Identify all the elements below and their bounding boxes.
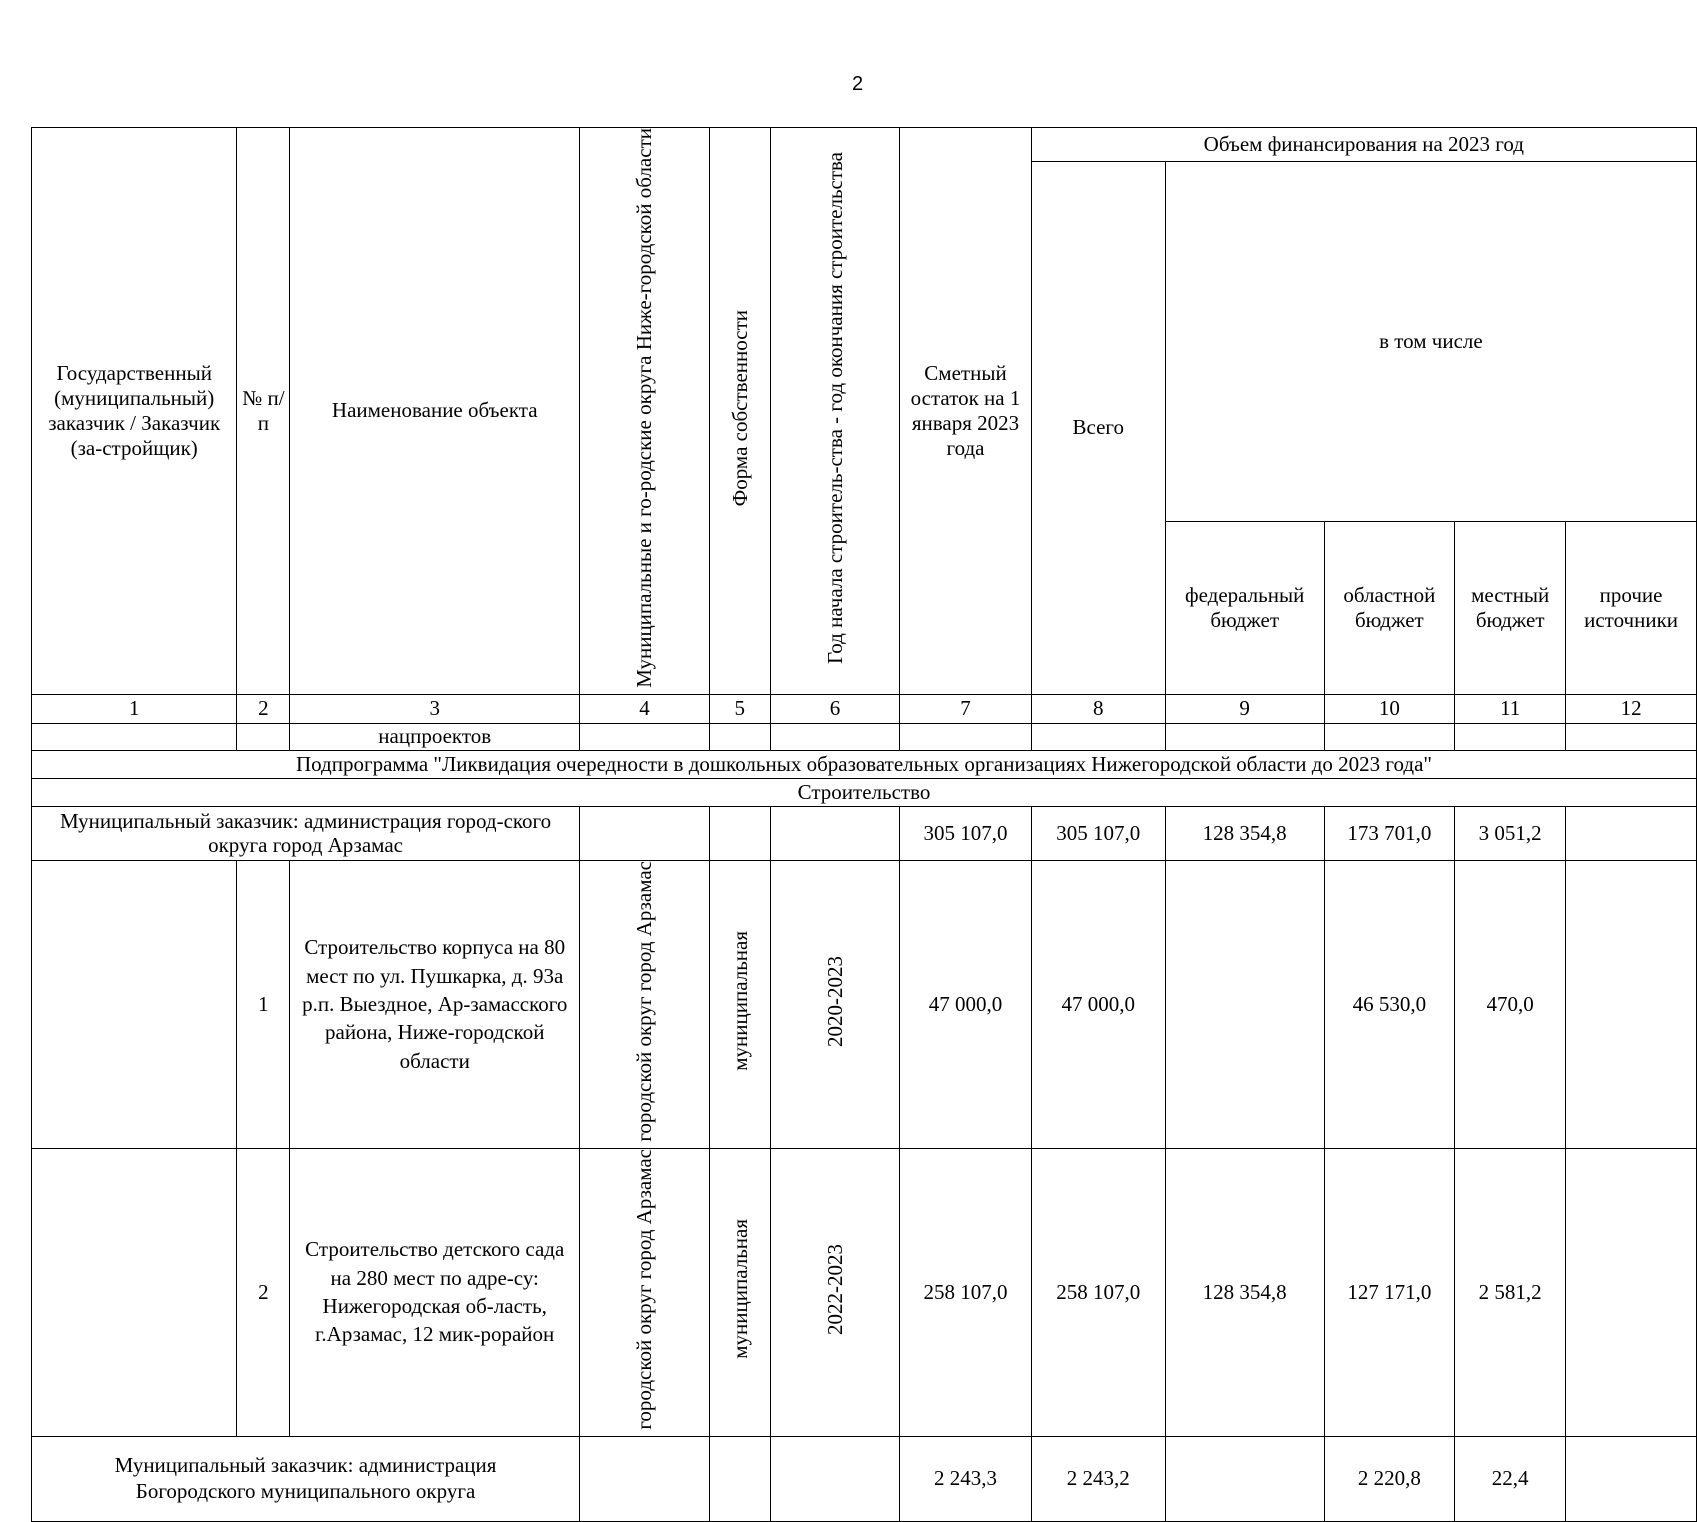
- column-number: 7: [900, 694, 1031, 723]
- other-value: [1566, 1148, 1697, 1436]
- customer-remainder: 2 243,3: [900, 1436, 1031, 1521]
- other-value: [1566, 860, 1697, 1148]
- table-row: [32, 860, 1697, 1148]
- ownership-cell: [709, 860, 770, 1148]
- column-number: 6: [770, 694, 900, 723]
- column-number: 12: [1566, 694, 1697, 723]
- continuation-text: нацпроектов: [290, 723, 580, 750]
- header-regional: областной бюджет: [1324, 521, 1455, 694]
- customer-total: 2 243,2: [1031, 1436, 1165, 1521]
- object-name: Строительство детского сада на 280 мест по адре-су: Нижегородская об-ласть, г.Арзамас, 12 мик-рорайон: [290, 1148, 580, 1436]
- column-number: 5: [709, 694, 770, 723]
- customer-regional: 173 701,0: [1324, 806, 1455, 860]
- header-ownership: [709, 128, 770, 695]
- district-cell: [580, 860, 710, 1148]
- column-number: 1: [32, 694, 237, 723]
- ownership-text: муниципальная: [727, 931, 752, 1072]
- header-remainder: Сметный остаток на 1 января 2023 года: [900, 128, 1031, 695]
- header-other: прочие источники: [1566, 521, 1697, 694]
- district-cell: [580, 1148, 710, 1436]
- customer-other: [1566, 806, 1697, 860]
- subprogram-row: [32, 750, 1697, 778]
- regional-value: 127 171,0: [1324, 1148, 1455, 1436]
- column-number-row: [32, 694, 1697, 723]
- remainder-value: 258 107,0: [900, 1148, 1031, 1436]
- years-text: 2022-2023: [822, 1243, 847, 1335]
- customer-row: [32, 1436, 1697, 1521]
- header-row: [32, 128, 1697, 162]
- customer-federal: [1165, 1436, 1324, 1521]
- customer-row: [32, 806, 1697, 860]
- header-district-text: Муниципальные и го-родские округа Ниже-городской области: [632, 128, 657, 688]
- header-local: местный бюджет: [1455, 521, 1566, 694]
- subprogram-title: Подпрограмма "Ликвидация очередности в дошкольных образовательных организациях Нижегородской области до 2023 года": [32, 750, 1697, 778]
- customer-total: 305 107,0: [1031, 806, 1165, 860]
- financing-table: [31, 127, 1697, 1522]
- years-cell: [770, 860, 900, 1148]
- column-number: 10: [1324, 694, 1455, 723]
- district-text: городской округ город Арзамас: [632, 860, 657, 1142]
- header-years-text: Год начала строитель-ства - год окончания строительства: [822, 151, 847, 664]
- customer-federal: 128 354,8: [1165, 806, 1324, 860]
- column-number: 2: [237, 694, 290, 723]
- header-including: в том числе: [1165, 162, 1696, 522]
- customer-local: 3 051,2: [1455, 806, 1566, 860]
- section-row: [32, 778, 1697, 806]
- header-customer: Государственный (муниципальный) заказчик / Заказчик (за-стройщик): [32, 128, 237, 695]
- regional-value: 46 530,0: [1324, 860, 1455, 1148]
- header-financing: Объем финансирования на 2023 год: [1031, 128, 1696, 162]
- local-value: 470,0: [1455, 860, 1566, 1148]
- local-value: 2 581,2: [1455, 1148, 1566, 1436]
- section-title: Строительство: [32, 778, 1697, 806]
- header-federal: федеральный бюджет: [1165, 521, 1324, 694]
- row-number: 2: [237, 1148, 290, 1436]
- remainder-value: 47 000,0: [900, 860, 1031, 1148]
- customer-regional: 2 220,8: [1324, 1436, 1455, 1521]
- object-name: Строительство корпуса на 80 мест по ул. Пушкарка, д. 93а р.п. Выездное, Ар-замасского района, Ниже-городской области: [290, 860, 580, 1148]
- page-number: 2: [851, 73, 864, 95]
- header-district: [580, 128, 710, 695]
- header-object-name: Наименование объекта: [290, 128, 580, 695]
- district-text: городской округ город Арзамас: [632, 1148, 657, 1430]
- column-number: 9: [1165, 694, 1324, 723]
- total-value: 47 000,0: [1031, 860, 1165, 1148]
- header-years: [770, 128, 900, 695]
- ownership-cell: [709, 1148, 770, 1436]
- table-row: [32, 1148, 1697, 1436]
- header-number: № п/п: [237, 128, 290, 695]
- row-number: 1: [237, 860, 290, 1148]
- column-number: 3: [290, 694, 580, 723]
- header-ownership-text: Форма собственности: [727, 309, 752, 507]
- years-text: 2020-2023: [822, 955, 847, 1047]
- customer-remainder: 305 107,0: [900, 806, 1031, 860]
- header-total: Всего: [1031, 162, 1165, 695]
- ownership-text: муниципальная: [727, 1219, 752, 1359]
- column-number: 4: [580, 694, 710, 723]
- total-value: 258 107,0: [1031, 1148, 1165, 1436]
- continuation-row: [32, 723, 1697, 750]
- customer-local: 22,4: [1455, 1436, 1566, 1521]
- customer-other: [1566, 1436, 1697, 1521]
- federal-value: [1165, 860, 1324, 1148]
- customer-name: Муниципальный заказчик: администрация Богородского муниципального округа: [32, 1436, 580, 1521]
- column-number: 8: [1031, 694, 1165, 723]
- customer-name: Муниципальный заказчик: администрация город-ского округа город Арзамас: [32, 806, 580, 860]
- federal-value: 128 354,8: [1165, 1148, 1324, 1436]
- column-number: 11: [1455, 694, 1566, 723]
- years-cell: [770, 1148, 900, 1436]
